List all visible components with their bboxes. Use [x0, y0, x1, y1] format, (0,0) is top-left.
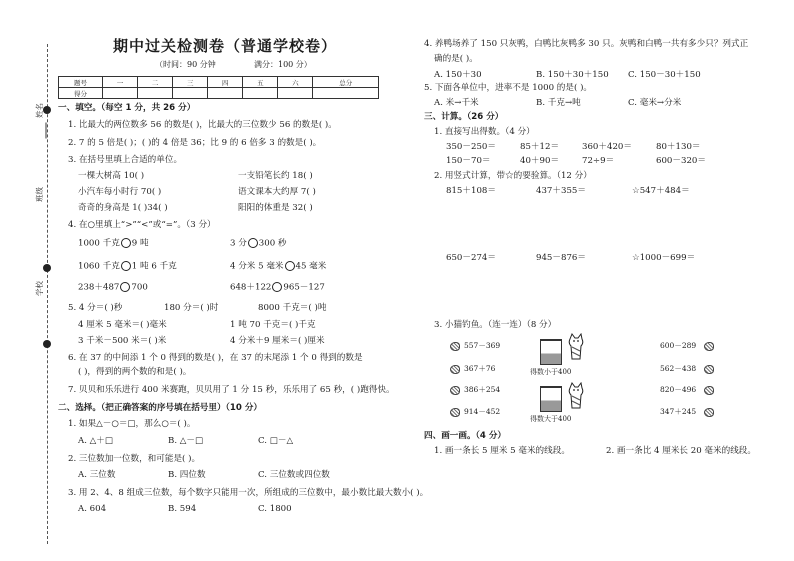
page-title: 期中过关检测卷（普通学校卷） [113, 37, 338, 55]
draw-2: 2. 画一条比 4 厘米长 20 毫米的线段。 [606, 446, 756, 456]
choice-option[interactable]: A. 150＋30 [434, 70, 482, 80]
compare-circle[interactable] [121, 238, 131, 248]
compare-circle[interactable] [121, 261, 131, 271]
fish-label[interactable]: 367＋76 [464, 364, 496, 373]
fish-icon [704, 386, 714, 395]
choice-option[interactable]: B. 150＋30＋150 [536, 70, 609, 80]
choice-option[interactable]: A. △＋□ [78, 436, 113, 446]
compare-right: 9 吨 [131, 238, 149, 249]
q5-item: 4 分米＋9 厘米＝( )厘米 [230, 336, 325, 346]
spine-class-label: 班级 [35, 187, 44, 202]
compare-right: 700 [131, 282, 148, 293]
question-1-1: 1. 比最大的两位数多 56 的数是( )，比最大的三位数少 56 的数是( )。 [68, 120, 337, 130]
choice-option[interactable]: A. 米→千米 [434, 98, 479, 108]
choice-option[interactable]: B. 四位数 [168, 470, 206, 480]
choice-option[interactable]: A. 三位数 [78, 470, 116, 480]
choice-option[interactable]: C. 150－30＋150 [628, 70, 701, 80]
calc-item: 360＋420＝ [582, 142, 632, 152]
q3-item: 一棵大树高 10( ) [78, 171, 145, 181]
compare-circle[interactable] [248, 238, 258, 248]
calc-item: 350－250＝ [446, 142, 496, 152]
choice-option[interactable]: B. 594 [168, 504, 197, 514]
binding-hole [43, 264, 51, 272]
score-input-cell[interactable] [208, 88, 243, 99]
fish-icon [450, 408, 460, 417]
fish-icon [450, 386, 460, 395]
bucket-icon[interactable] [540, 386, 562, 412]
section-1-heading: 一、填空。（每空 1 分，共 26 分） [58, 103, 196, 113]
bucket-label: 得数小于400 [530, 368, 572, 376]
question-1-2: 2. 7 的 5 倍是( )；( )的 4 倍是 36；比 9 的 6 倍多 3 的数是( )。 [68, 138, 322, 148]
choice-option[interactable]: A. 604 [78, 504, 107, 514]
question-1-7: 7. 贝贝和乐乐进行 400 米赛跑，贝贝用了 1 分 15 秒，乐乐用了 65 秒，( )跑得快。 [68, 385, 395, 395]
choice-2: 2. 三位数加一位数，和可能是( )。 [68, 454, 201, 464]
choice-3: 3. 用 2、4、8 组成三位数，每个数字只能用一次，所组成的三位数中，最小数比最大数小( )。 [68, 488, 429, 498]
choice-option[interactable]: C. 三位数或四位数 [258, 470, 330, 480]
compare-row-1 [78, 238, 149, 249]
fish-icon [704, 342, 714, 351]
compare-left: 3 分 [230, 238, 247, 249]
fish-label[interactable]: 347＋245 [660, 407, 697, 416]
compare-right: 45 毫米 [295, 261, 327, 272]
score-input-cell[interactable] [243, 88, 278, 99]
score-cell: 得分 [59, 88, 103, 99]
cat-icon [566, 333, 586, 361]
subtitle-score: 满分：100 分） [254, 60, 312, 69]
calc-2: 2. 用竖式计算，带☆的要验算。（12 分） [434, 171, 592, 181]
question-1-3: 3. 在括号里填上合适的单位。 [68, 155, 183, 165]
compare-row-1b [230, 238, 287, 249]
calc-item: 85＋12＝ [520, 142, 560, 152]
calc-item: 600－320＝ [656, 156, 706, 166]
score-input-cell[interactable] [313, 88, 379, 99]
compare-left: 238＋487 [78, 282, 120, 293]
fish-label[interactable]: 562－438 [660, 364, 697, 373]
q5-item: 1 吨 70 千克＝( )千克 [230, 320, 316, 330]
q5-item: 5. 4 分＝( )秒 [68, 303, 123, 313]
compare-left: 4 分米 5 毫米 [230, 261, 284, 272]
fish-label[interactable]: 820－496 [660, 385, 697, 394]
calc-item: 80＋130＝ [656, 142, 701, 152]
compare-row-3 [78, 282, 148, 293]
choice-option[interactable]: C. 1800 [258, 504, 292, 514]
vertical-calc: 945－876＝ [536, 253, 586, 263]
vertical-calc: 437＋355＝ [536, 186, 586, 196]
bucket-label: 得数大于400 [530, 415, 572, 423]
q3-item: 语文课本大约厚 7( ) [238, 187, 316, 197]
q5-item: 3 千米－500 米＝( )米 [78, 336, 167, 346]
compare-left: 1000 千克 [78, 238, 120, 249]
binding-line [47, 44, 48, 544]
compare-circle[interactable] [285, 261, 295, 271]
question-1-6-cont: ( )，得到的两个数的和是( )。 [78, 367, 192, 377]
score-cell: 四 [208, 77, 243, 88]
q3-item: 阳阳的体重是 32( ) [238, 203, 313, 213]
fish-label[interactable]: 557－369 [464, 341, 501, 350]
compare-circle[interactable] [272, 282, 282, 292]
q5-item: 8000 千克＝( )吨 [258, 303, 327, 313]
vertical-calc: 815＋108＝ [446, 186, 496, 196]
score-cell: 五 [243, 77, 278, 88]
q5-item: 4 厘米 5 毫米＝( )毫米 [78, 320, 167, 330]
fish-label[interactable]: 386＋254 [464, 385, 501, 394]
fish-label[interactable]: 600－289 [660, 341, 697, 350]
score-table-header-row [59, 77, 379, 88]
calc-3: 3. 小猫钓鱼。（连一连）（8 分） [434, 320, 557, 330]
question-1-4: 4. 在○里填上“>”“<”或“=”。（3 分） [68, 220, 216, 230]
compare-left: 648＋122 [230, 282, 272, 293]
choice-1: 1. 如果△－○＝□，那么○＝( )。 [68, 419, 196, 429]
score-cell: 三 [173, 77, 208, 88]
vertical-calc: 650－274＝ [446, 253, 496, 263]
q5-item: 180 分＝( )时 [164, 303, 219, 313]
section-2-heading: 二、选择。（把正确答案的序号填在括号里）（10 分） [58, 403, 263, 413]
choice-option[interactable]: C. 毫米→分米 [628, 98, 682, 108]
score-cell: 题号 [59, 77, 103, 88]
q3-item: 奇奇的身高是 1( )34( ) [78, 203, 168, 213]
choice-5: 5. 下面各单位中，进率不是 1000 的是( )。 [424, 83, 593, 93]
score-input-cell[interactable] [278, 88, 313, 99]
compare-right: 300 秒 [258, 238, 287, 249]
compare-right: 1 吨 6 千克 [131, 261, 177, 272]
bucket-icon[interactable] [540, 339, 562, 365]
spine-school-label: 学校 [35, 281, 44, 296]
calc-1: 1. 直接写出得数。（4 分） [434, 127, 535, 137]
score-input-cell[interactable] [103, 88, 138, 99]
compare-row-3b [230, 282, 325, 293]
choice-option[interactable]: C. □－△ [258, 436, 294, 446]
compare-row-2b [230, 261, 326, 272]
choice-4: 4. 养鸭场养了 150 只灰鸭，白鸭比灰鸭多 30 只。灰鸭和白鸭一共有多少只？列式正 [424, 39, 749, 49]
fish-icon [704, 408, 714, 417]
calc-item: 150－70＝ [446, 156, 491, 166]
compare-row-2 [78, 261, 177, 272]
section-4-heading: 四、画一画。（4 分） [424, 431, 507, 441]
spine-name-label: 姓名 [35, 103, 44, 118]
score-cell: 一 [103, 77, 138, 88]
vertical-calc: ☆1000－699＝ [632, 253, 696, 263]
score-input-cell[interactable] [173, 88, 208, 99]
score-cell: 二 [138, 77, 173, 88]
subtitle-time: （时间：90 分钟 [155, 60, 216, 69]
q3-item: 小汽车每小时行 70( ) [78, 187, 162, 197]
score-cell: 总分 [313, 77, 379, 88]
vertical-calc: ☆547＋484＝ [632, 186, 690, 196]
compare-circle[interactable] [120, 282, 130, 292]
name-underline [46, 123, 47, 139]
fish-icon [450, 365, 460, 374]
binding-hole [43, 340, 51, 348]
q3-item: 一支铅笔长约 18( ) [238, 171, 313, 181]
section-3-heading: 三、计算。（26 分） [424, 112, 504, 122]
score-table [58, 76, 379, 99]
fish-label[interactable]: 914－452 [464, 407, 501, 416]
compare-right: 965－127 [283, 282, 325, 293]
choice-option[interactable]: B. 千克→吨 [536, 98, 581, 108]
choice-option[interactable]: B. △－□ [168, 436, 204, 446]
score-input-cell[interactable] [138, 88, 173, 99]
calc-item: 72÷9＝ [582, 156, 615, 166]
compare-left: 1060 千克 [78, 261, 120, 272]
fish-icon [450, 342, 460, 351]
fish-icon [704, 365, 714, 374]
question-1-6: 6. 在 37 的中间添 1 个 0 得到的数是( )，在 37 的末尾添 1 个 0 得到的数是 [68, 353, 363, 363]
calc-item: 40＋90＝ [520, 156, 560, 166]
choice-4-cont: 确的是( )。 [434, 54, 478, 64]
cat-icon [566, 382, 586, 410]
score-cell: 六 [278, 77, 313, 88]
score-table-score-row [59, 88, 379, 99]
draw-1: 1. 画一条长 5 厘米 5 毫米的线段。 [434, 446, 570, 456]
